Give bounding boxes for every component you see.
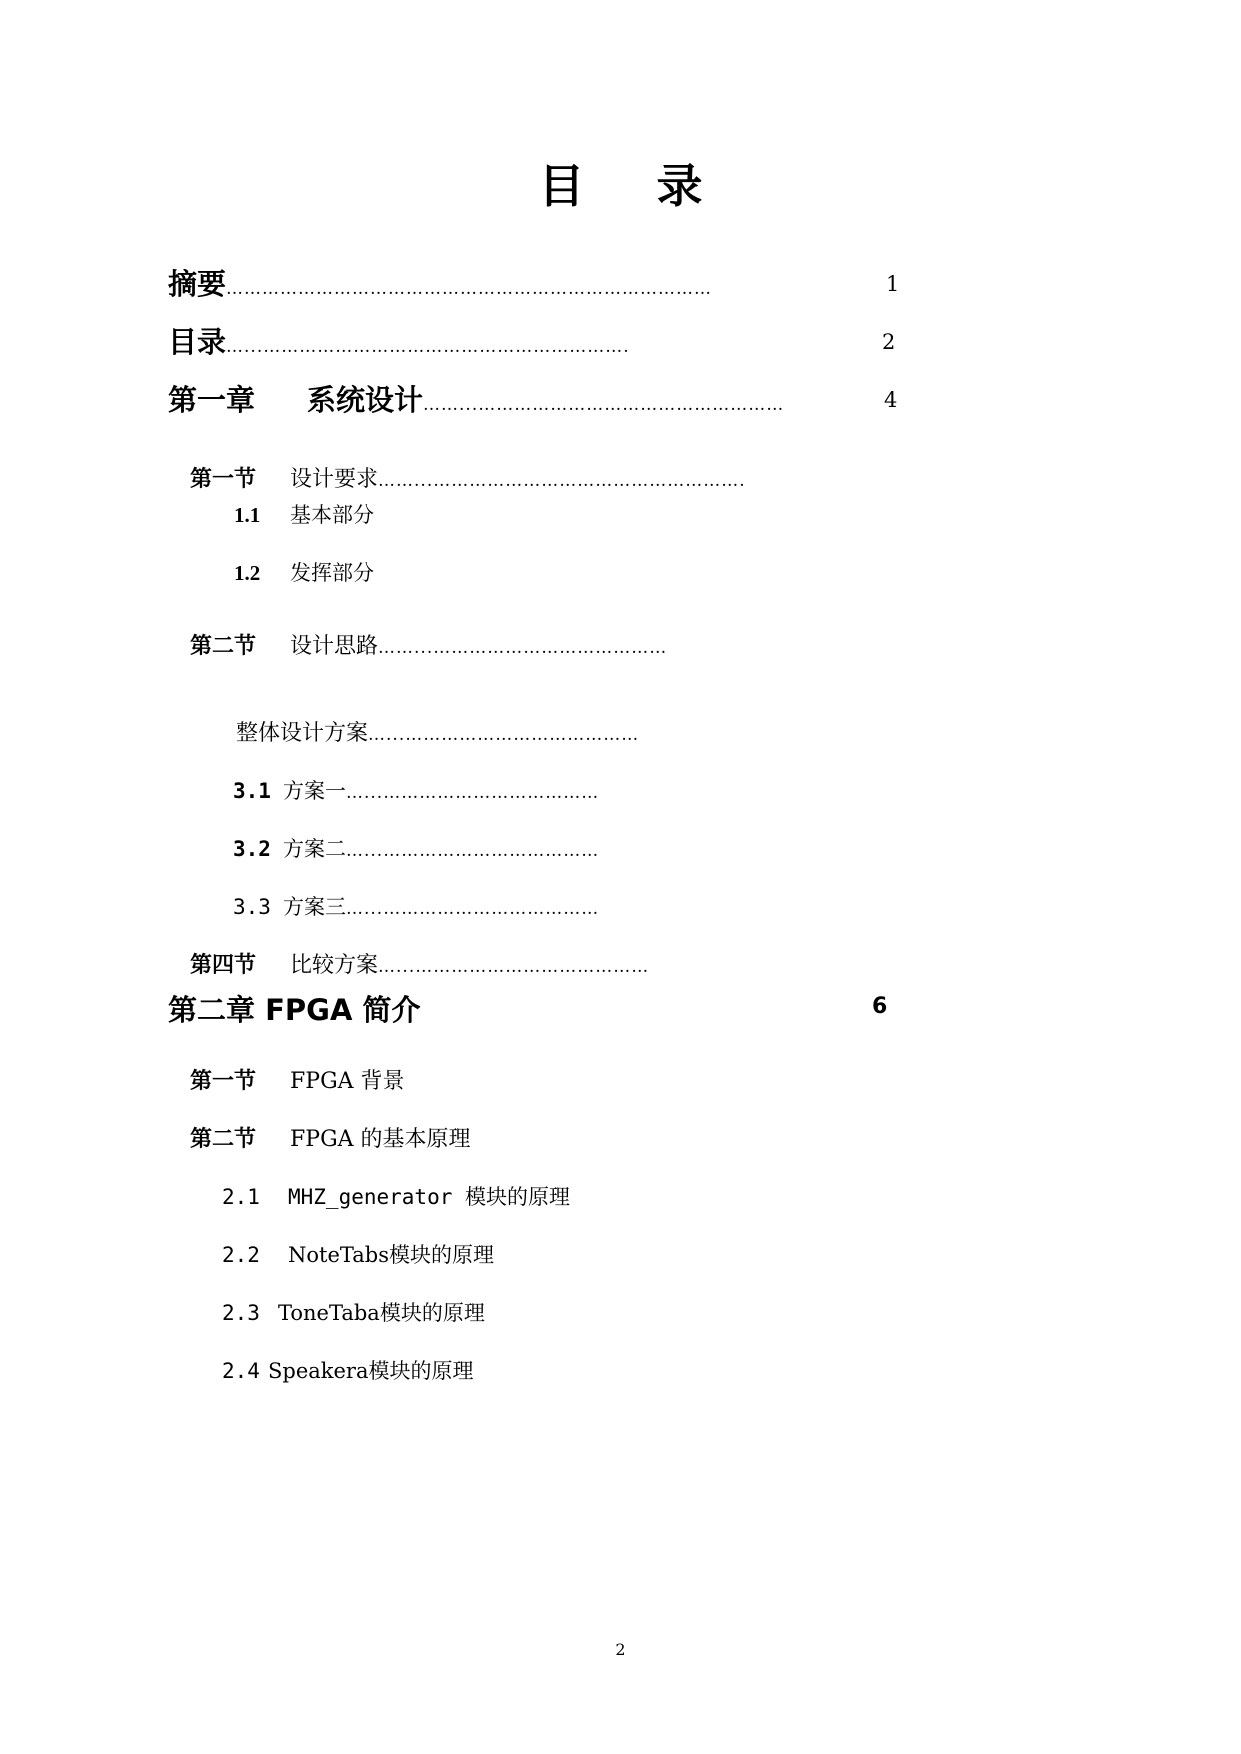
- title-char-1: 目: [538, 159, 585, 213]
- item-number: 2.2: [222, 1243, 260, 1267]
- item-title: 方案二: [283, 837, 346, 861]
- leader-dots: …...…………………………………: [378, 957, 650, 977]
- toc-label: 摘要: [168, 267, 227, 301]
- toc-entry-chapter-1[interactable]: [168, 378, 784, 419]
- page-title: [0, 150, 1241, 216]
- leader-dots: ……...…………………………………: [378, 638, 668, 658]
- leader-dots: …...………………………………: [346, 841, 600, 861]
- toc-page-number: 4: [884, 388, 898, 412]
- entry-title: 整体设计方案: [236, 721, 369, 746]
- section-title: 设计要求: [290, 467, 379, 492]
- item-number: 1.2: [234, 561, 261, 585]
- item-number: 3.3: [233, 895, 271, 919]
- item-number: 2.4: [222, 1359, 260, 1383]
- item-title: ToneTaba模块的原理: [278, 1301, 485, 1325]
- toc-entry-abstract[interactable]: [168, 262, 712, 303]
- leader-dots: …...…………………………………………………….: [226, 337, 630, 357]
- item-number: 3.1: [233, 779, 271, 803]
- toc-entry-3-3[interactable]: [233, 891, 599, 921]
- leader-dots: …...………………………………: [346, 783, 600, 803]
- toc-entry-ch2-section-2[interactable]: [190, 1122, 471, 1153]
- chapter-label: 第一章: [168, 383, 256, 417]
- item-title: Speakera模块的原理: [268, 1359, 474, 1383]
- section-title: FPGA 的基本原理: [290, 1127, 471, 1152]
- toc-label: 目录: [168, 325, 227, 359]
- leader-dots: ……...…………………………………………….: [378, 471, 746, 491]
- item-title: MHZ_generator 模块的原理: [288, 1185, 571, 1209]
- toc-entry-contents[interactable]: [168, 320, 630, 361]
- toc-entry-2-2[interactable]: [222, 1239, 494, 1269]
- item-number: 2.3: [222, 1301, 260, 1325]
- toc-entry-section-1[interactable]: [190, 462, 746, 493]
- toc-entry-section-4[interactable]: [190, 948, 649, 979]
- leader-dots: ……...……………………………………………: [423, 395, 785, 415]
- item-number: 2.1: [222, 1185, 260, 1209]
- toc-entry-3-1[interactable]: [233, 775, 599, 805]
- item-title: 方案一: [283, 779, 346, 803]
- toc-entry-ch2-section-1[interactable]: [190, 1064, 405, 1095]
- toc-entry-3-2[interactable]: [233, 833, 599, 863]
- leader-dots: …...………………………………: [346, 899, 600, 919]
- chapter-title: 系统设计: [307, 383, 424, 417]
- toc-entry-2-3[interactable]: [222, 1297, 485, 1327]
- section-label: 第一节: [190, 1069, 257, 1094]
- section-label: 第二节: [190, 634, 257, 659]
- page-number-footer: 2: [615, 1640, 626, 1659]
- item-title: 方案三: [283, 895, 346, 919]
- section-label: 第二节: [190, 1127, 257, 1152]
- section-label: 第四节: [190, 953, 257, 978]
- item-number: 3.2: [233, 837, 271, 861]
- toc-entry-2-1[interactable]: [222, 1181, 570, 1211]
- leader-dots: ………………………………………………………………………: [226, 279, 713, 299]
- toc-page-number: 6: [872, 994, 888, 1019]
- toc-entry-1-1[interactable]: [234, 499, 374, 529]
- section-title: 比较方案: [290, 953, 379, 978]
- section-title: FPGA 背景: [290, 1069, 405, 1094]
- section-label: 第一节: [190, 467, 257, 492]
- toc-entry-2-4[interactable]: [222, 1355, 474, 1385]
- toc-page-number: 2: [882, 330, 896, 354]
- item-number: 1.1: [234, 503, 261, 527]
- toc-entry-overall-design[interactable]: [236, 716, 639, 747]
- leader-dots: …...…………………………………: [368, 725, 640, 745]
- toc-entry-1-2[interactable]: [234, 557, 374, 587]
- item-title: NoteTabs模块的原理: [288, 1243, 495, 1267]
- title-char-2: 录: [656, 159, 703, 213]
- item-title: 发挥部分: [290, 561, 374, 585]
- section-title: 设计思路: [290, 634, 379, 659]
- toc-entry-section-2[interactable]: [190, 629, 667, 660]
- toc-entry-chapter-2[interactable]: 第二章 FPGA 简介: [168, 993, 421, 1027]
- toc-page-number: 1: [886, 272, 900, 296]
- item-title: 基本部分: [290, 503, 374, 527]
